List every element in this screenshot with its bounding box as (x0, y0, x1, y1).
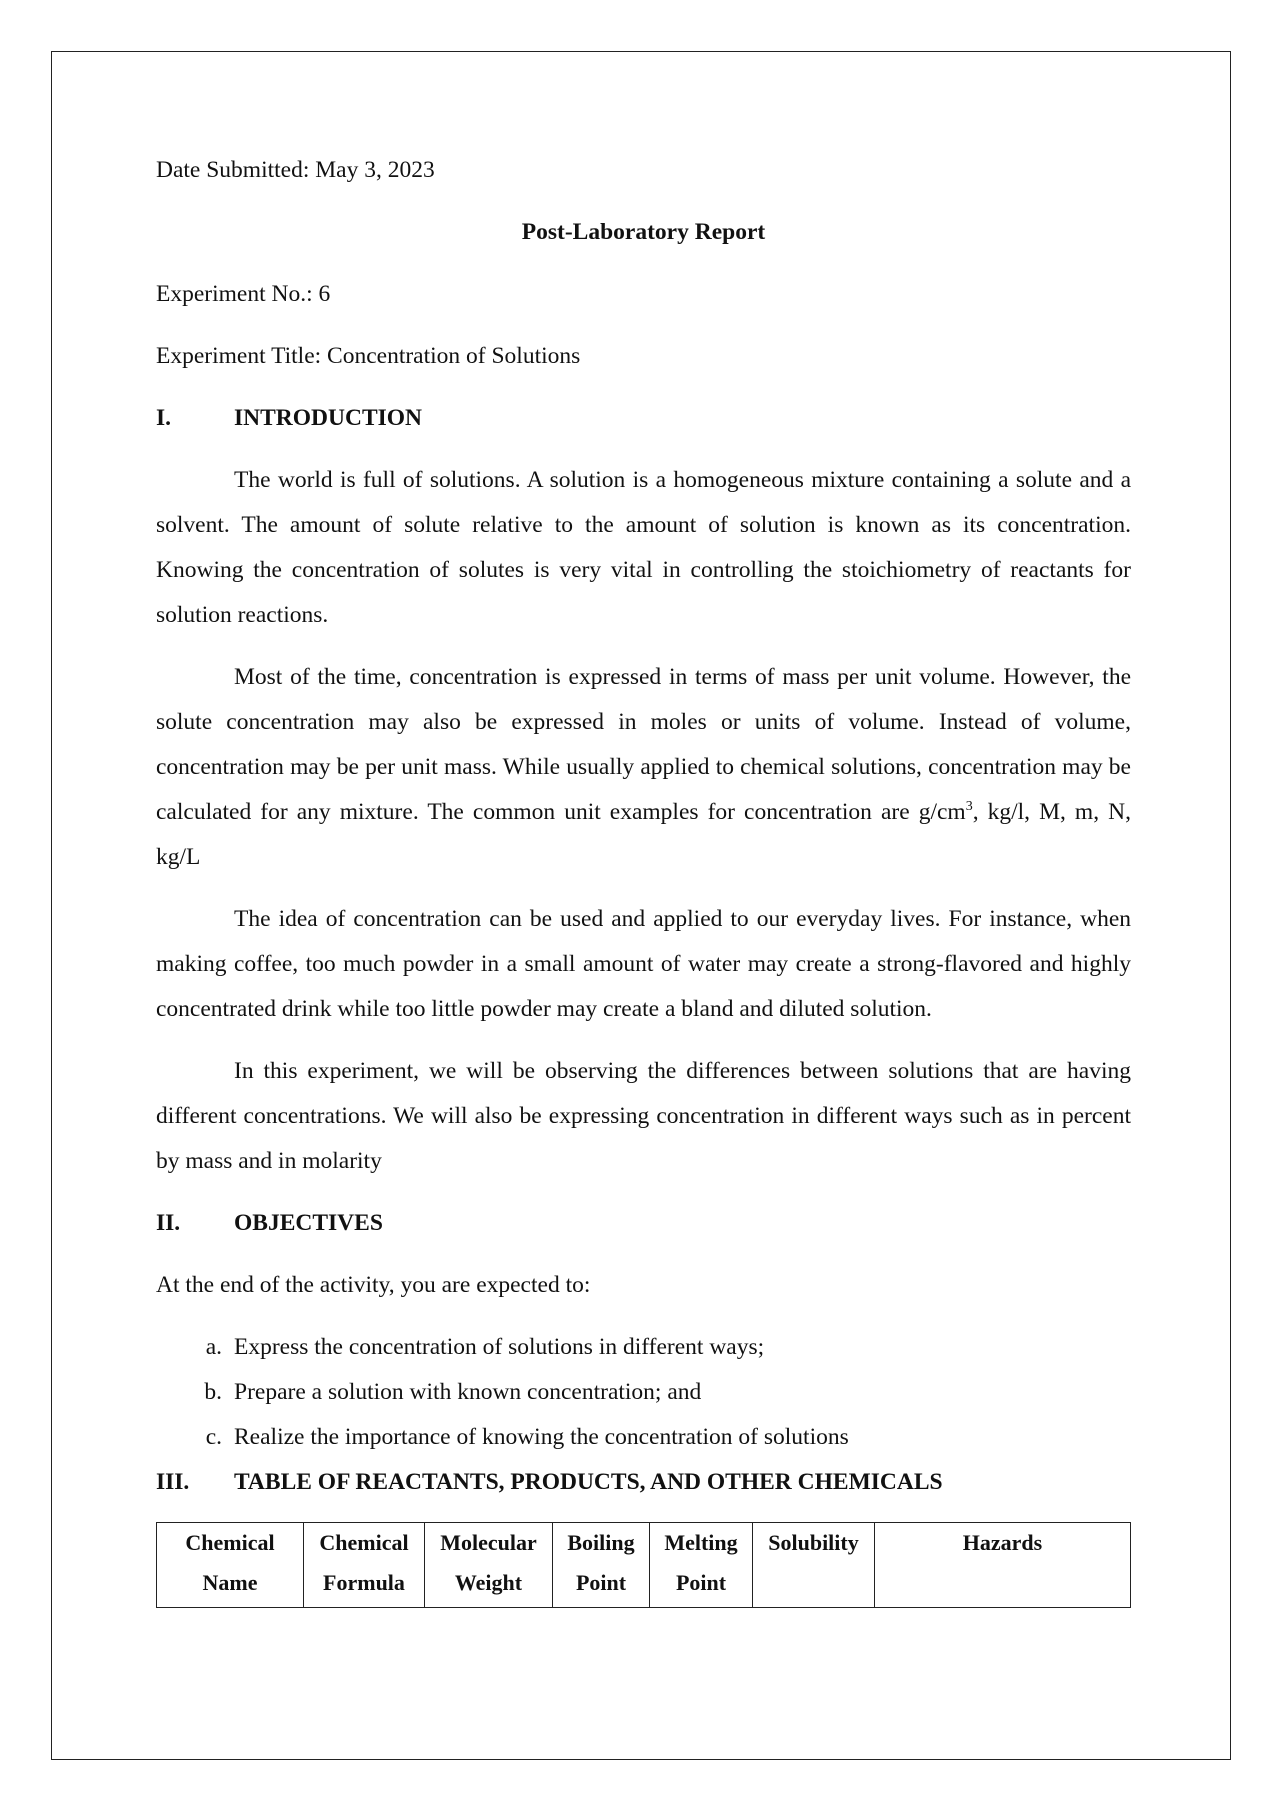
intro-paragraph-2-text: Most of the time, concentration is expressed in terms of mass per unit volume. However, the solute concentration may also be expressed in moles or units of volume. Instead of volume, concentration may be per unit mass. While usually applied to chemical solutions, concentration may be calculated for any mixture. The common unit examples for concentration are g/cm (156, 664, 1131, 825)
section-number: II. (156, 1210, 181, 1236)
intro-paragraph-2 (156, 655, 1131, 880)
column-header: Solubility (753, 1523, 875, 1608)
list-item (156, 1370, 1131, 1415)
unit-superscript: 3 (965, 799, 973, 814)
section-heading-table (156, 1460, 1131, 1505)
section-title: OBJECTIVES (234, 1210, 383, 1236)
column-header: Chemical Formula (304, 1523, 425, 1608)
date-submitted: Date Submitted: May 3, 2023 (156, 157, 435, 183)
unit-list: , kg/l, M, m, N, kg/L (156, 799, 1131, 870)
section-title: INTRODUCTION (234, 405, 423, 431)
report-title: Post-Laboratory Report (521, 219, 766, 245)
column-header: Melting Point (650, 1523, 753, 1608)
column-header: Molecular Weight (425, 1523, 553, 1608)
column-header: Chemical Name (157, 1523, 304, 1608)
list-marker: a. (205, 1334, 222, 1360)
document-body (156, 148, 1131, 1608)
section-title: TABLE OF REACTANTS, PRODUCTS, AND OTHER CHEMICALS (234, 1469, 943, 1495)
intro-paragraph-3: The idea of concentration can be used and applied to our everyday lives. For instance, when making coffee, too much powder in a small amount of water may create a strong-flavored and highly concentrated drink while too little powder may create a bland and diluted solution. (156, 906, 1131, 1022)
table-header-row (157, 1523, 1131, 1608)
objectives-list (156, 1325, 1131, 1460)
list-marker: c. (205, 1424, 222, 1450)
intro-paragraph-1: The world is full of solutions. A solution is a homogeneous mixture containing a solute and a solvent. The amount of solute relative to the amount of solution is known as its concentration. Knowing the concentration of solutes is very vital in controlling the stoichiometry of reactants for solution reactions. (156, 467, 1131, 628)
column-header: Hazards (875, 1523, 1131, 1608)
section-number: I. (156, 405, 172, 431)
intro-paragraph-4: In this experiment, we will be observing the differences between solutions that are having different concentrations. We will also be expressing concentration in different ways such as in percent by mass and in molarity (156, 1058, 1131, 1174)
list-item-text: Express the concentration of solutions in different ways; (234, 1334, 765, 1360)
objectives-lead: At the end of the activity, you are expected to: (156, 1272, 591, 1298)
list-item (156, 1325, 1131, 1370)
section-heading-introduction (156, 396, 1131, 441)
experiment-title: Experiment Title: Concentration of Solutions (156, 343, 581, 369)
experiment-number: Experiment No.: 6 (156, 281, 331, 307)
list-item-text: Prepare a solution with known concentration; and (234, 1379, 702, 1405)
section-number: III. (156, 1469, 190, 1495)
column-header: Boiling Point (553, 1523, 650, 1608)
list-item-text: Realize the importance of knowing the concentration of solutions (234, 1424, 849, 1450)
list-item (156, 1415, 1131, 1460)
list-marker: b. (204, 1379, 222, 1405)
section-heading-objectives (156, 1201, 1131, 1246)
chemicals-table (156, 1522, 1131, 1608)
